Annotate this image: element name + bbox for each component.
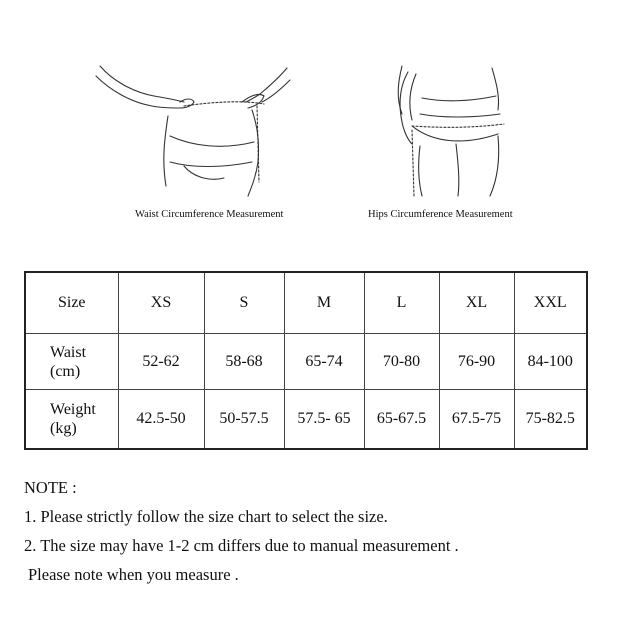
table-cell: 58-68 — [204, 334, 284, 390]
header-cell-s: S — [204, 272, 284, 334]
table-row-weight — [25, 390, 587, 450]
table-cell: 52-62 — [118, 334, 204, 390]
row-label-line: Waist — [50, 343, 87, 361]
table-cell: 75-82.5 — [514, 390, 587, 450]
note-line-2: 2. The size may have 1-2 cm differs due to manual measurement . — [24, 536, 459, 555]
table-cell: 42.5-50 — [118, 390, 204, 450]
size-chart-table — [24, 271, 588, 450]
table-cell: 84-100 — [514, 334, 587, 390]
note-line-3: Please note when you measure . — [28, 565, 239, 584]
row-label-line: Weight — [50, 401, 96, 418]
table-cell: 76-90 — [439, 334, 514, 390]
table-cell: 50-57.5 — [204, 390, 284, 450]
table-cell: 65-74 — [284, 334, 364, 390]
header-cell-xl: XL — [439, 272, 514, 334]
hips-caption: Hips Circumference Measurement — [368, 209, 513, 220]
row-label-waist — [25, 334, 118, 390]
waist-measurement-illustration — [92, 62, 292, 202]
header-cell-m: M — [284, 272, 364, 334]
header-cell-xxl: XXL — [514, 272, 587, 334]
table-cell: 70-80 — [364, 334, 439, 390]
header-cell-l: L — [364, 272, 439, 334]
table-cell: 65-67.5 — [364, 390, 439, 450]
row-label-unit: (cm) — [50, 362, 81, 380]
table-cell: 57.5- 65 — [284, 390, 364, 450]
row-label-weight — [25, 390, 118, 450]
waist-caption: Waist Circumference Measurement — [135, 209, 284, 220]
hips-measurement-illustration — [372, 62, 532, 202]
notes-title: NOTE : — [24, 478, 77, 497]
table-header-row — [25, 272, 587, 334]
notes-section — [24, 473, 459, 589]
note-line-1: 1. Please strictly follow the size chart to select the size. — [24, 507, 388, 526]
header-cell-xs: XS — [118, 272, 204, 334]
row-label-unit: (kg) — [50, 420, 77, 437]
table-row-waist — [25, 334, 587, 390]
table-cell: 67.5-75 — [439, 390, 514, 450]
header-cell-size: Size — [25, 272, 118, 334]
